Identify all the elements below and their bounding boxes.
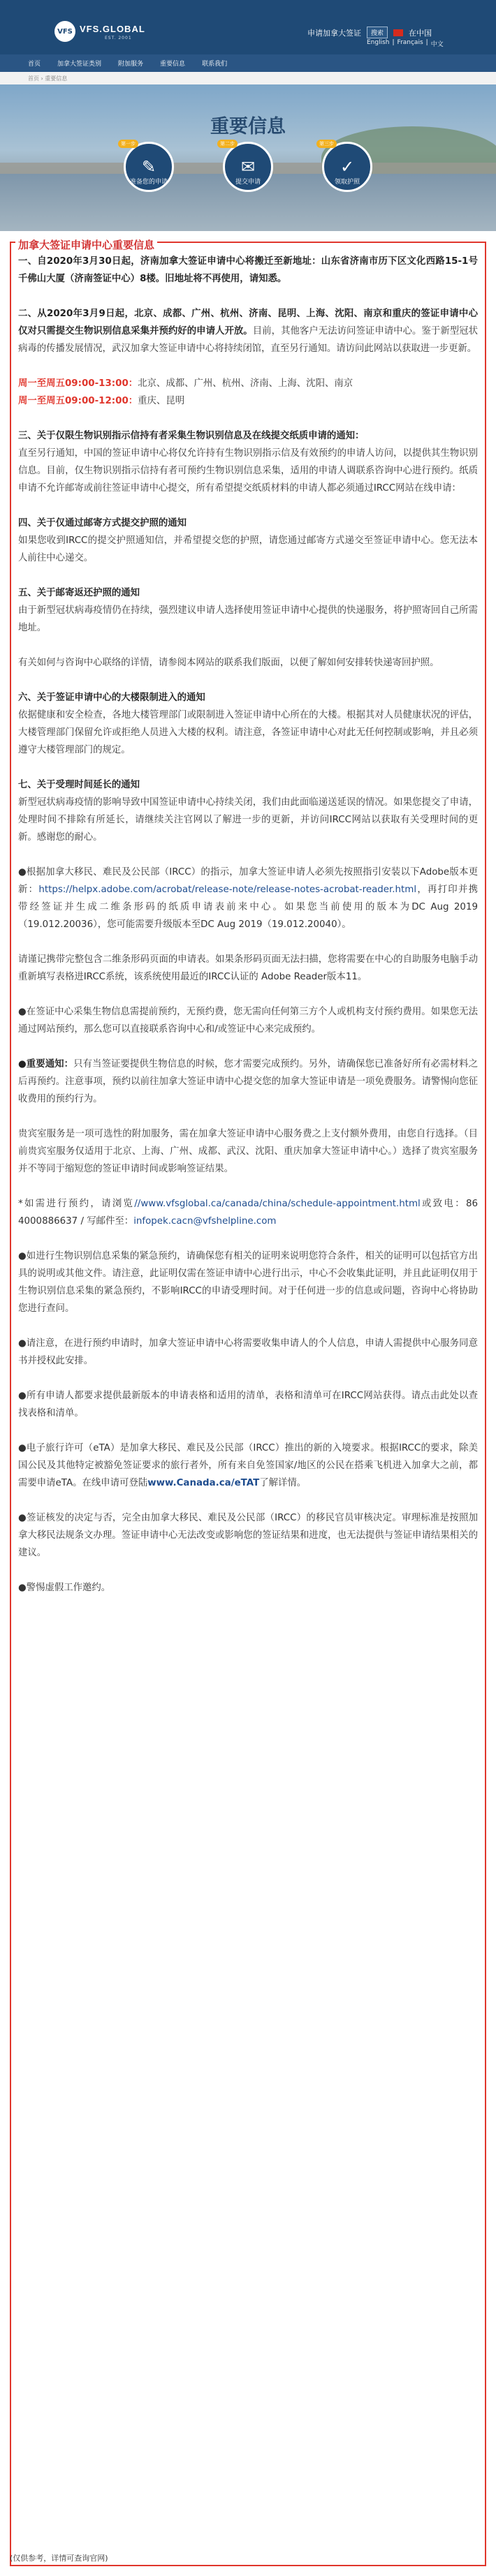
important-notice: ●重要通知：只有当签证要提供生物信息的时候，您才需要完成预约。另外，请确保您已准备好所有必需材料之后再预约。注意事项，预约以前往加拿大签证申请中心提交您的加拿大签证申请是一项免费服务。请警惕向您征收费用的预约行为。 (18, 1059, 479, 1104)
notice-4-body: 如果您收到IRCC的提交护照通知信，并希望提交您的护照，请您通过邮寄方式递交至签证申请中心。您无法本人前往中心递交。 (18, 535, 478, 563)
notice-6-body: 依据健康和安全检查，各地大楼管理部门或限制进入签证申请中心所在的大楼。根据其对人员健康状况的评估，大楼管理部门保留允许或拒绝人员进入大楼的权利。请注意，各签证申请中心对此无任何控制或影响，并且必须遵守大楼管理部门的规定。 (18, 710, 478, 755)
appointment-fee-notice: ●在签证中心采集生物信息需提前预约，无预约费，您无需向任何第三方个人或机构支付预约费用。如果您无法通过网站预约，那么您可以直接联系咨询中心和/或签证中心来完成预约。 (18, 1007, 478, 1035)
passport-icon: ✓ (322, 142, 372, 192)
site-header (0, 0, 496, 54)
notice-panel (10, 239, 486, 2566)
submit-icon: ✉ (223, 142, 273, 192)
schedule-link[interactable]: //www.vfsglobal.ca/canada/china/schedule-appointment.html (134, 1199, 421, 1209)
notice-5-body2: 有关如何与咨询中心联络的详情，请参阅本网站的联系我们版面，以便了解如何安排转快递寄回护照。 (18, 658, 439, 668)
nav-contact[interactable]: 联系我们 (202, 61, 228, 68)
hours-1: 周一至周五09:00-13:00：北京、成都、广州、杭州、济南、上海、沈阳、南京 (18, 378, 353, 389)
step-badge: 第二步 (217, 140, 238, 148)
step-collect[interactable] (314, 142, 380, 186)
step-badge: 第三步 (316, 140, 337, 148)
notice-6-title: 六、关于签证申请中心的大楼限制进入的通知 (18, 693, 205, 703)
language-switcher: English | Français | 中文 (367, 39, 444, 48)
forms-notice: ●所有申请人都要求提供最新版本的申请表格和适用的清单，表格和清单可在IRCC网站获得。请点击此处以查找表格和清单。 (18, 1391, 478, 1419)
step-prepare[interactable] (116, 142, 182, 186)
apply-visa-link[interactable]: 申请加拿大签证 (307, 28, 361, 38)
document-icon: ✎ (124, 142, 174, 192)
nav-services[interactable]: 附加服务 (118, 61, 144, 68)
adobe-link[interactable]: https://helpx.adobe.com/acrobat/release-note/release-notes-acrobat-reader.html (38, 884, 417, 895)
notice-5-title: 五、关于邮寄返还护照的通知 (18, 588, 140, 598)
brand-sub: EST. 2001 (105, 36, 132, 40)
notice-7-title: 七、关于受理时间延长的通知 (18, 780, 140, 790)
notice-7-body: 新型冠状病毒疫情的影响导致中国签证申请中心持续关闭，我们由此面临递送延误的情况。如果您提交了申请，处理时间不排除有所延长，请继续关注官网以了解进一步的更新，并访问IRCC网站以获取有关受理时间的更新。感谢您的耐心。 (18, 797, 478, 843)
top-links (307, 27, 432, 38)
hours-2: 周一至周五09:00-12:00：重庆、昆明 (18, 396, 185, 406)
lang-french[interactable]: Français (397, 39, 423, 46)
main-nav (0, 54, 496, 72)
vip-notice: 贵宾室服务是一项可选性的附加服务，需在加拿大签证申请中心服务费之上支付额外费用，由您自行选择。（目前贵宾室服务仅适用于北京、上海、广州、成都、武汉、沈阳、重庆加拿大签证申请中心。）选择了贵宾室服务并不等同于缩短您的签证申请时间或影响签证结果。 (18, 1129, 478, 1174)
notice-4-title: 四、关于仅通过邮寄方式提交护照的通知 (18, 518, 187, 528)
appointment-contact: *如需进行预约，请浏览//www.vfsglobal.ca/canada/china/schedule-appointment.html或致电：86 4000886637 / 写邮件至：infopek.cacn@vfshelpline.com (18, 1199, 478, 1227)
step-label: 准备您的申请 (129, 179, 168, 186)
reference-note: (仅供参考，详情可查询官网) (10, 2554, 108, 2563)
step-icons (0, 142, 496, 186)
hero-banner (0, 84, 496, 231)
nav-important-info[interactable]: 重要信息 (160, 61, 186, 68)
search-button[interactable]: 搜索 (367, 27, 388, 38)
notice-3-body: 直至另行通知，中国的签证申请中心将仅允许持有生物识别指示信及有效预约的申请人访问，以提供其生物识别信息。目前，仅生物识别指示信持有者可预约生物识别信息采集，适用的申请人调联系咨询中心进行预约。纸质申请不允许邮寄或前往签证申请中心提交，所有希望提交纸质材料的申请人都必须通过IRCC网站在线申请： (18, 448, 478, 494)
notice-5-body: 由于新型冠状病毒疫情仍在持续，强烈建议申请人选择使用签证申请中心提供的快递服务，将护照寄回自己所需地址。 (18, 605, 478, 633)
decision-notice: ●签证核发的决定与否，完全由加拿大移民、难民及公民部（IRCC）的移民官员审核决定。审理标准是按照加拿大移民法规条文办理。签证申请中心无法改变或影响您的签证结果和进度，也无法提供与签证申请结果相关的建议。 (18, 1513, 478, 1558)
email-link[interactable]: infopek.cacn@vfshelpline.com (133, 1216, 277, 1227)
urgent-appointment-notice: ●如进行生物识别信息采集的紧急预约，请确保您有相关的证明来说明您符合条件，相关的证明可以包括官方出具的说明或其他文件。请注意，此证明仅需在签证申请中心进行出示，中心不会收集此证明，并且此证明仅用于生物识别信息采集的紧急预约，不影响IRCC的申请受理时间。对于任何进一步的信息或问题，咨询中心将协助您进行查问。 (18, 1251, 478, 1314)
notice-3-title: 三、关于仅限生物识别指示信持有者采集生物识别信息及在线提交纸质申请的通知： (18, 431, 365, 441)
nav-visa-types[interactable]: 加拿大签证类别 (57, 61, 102, 68)
country-selector[interactable]: 在中国 (409, 28, 432, 38)
page-title: 重要信息 (210, 116, 286, 137)
brand-name: VFS.GLOBAL (80, 24, 145, 34)
notice-content (18, 243, 478, 1597)
breadcrumb: 首页 › 重要信息 (0, 72, 496, 84)
eta-link[interactable]: www.Canada.ca/eTAT (147, 1478, 260, 1488)
eta-notice: ●电子旅行许可（eTA）是加拿大移民、难民及公民部（IRCC）推出的新的入境要求。根据IRCC的要求，除美国公民及其他特定被豁免签证要求的旅行者外，所有来自免签国家/地区的公民在搭乘飞机进入加拿大之前，都需要申请eTA。在线申请可登陆www.Canada.ca/eTAT了解详情。 (18, 1443, 478, 1488)
personal-info-notice: ●请注意，在进行预约申请时，加拿大签证申请中心将需要收集申请人的个人信息，申请人需提供中心服务同意书并授权此安排。 (18, 1338, 478, 1366)
step-label: 提交申请 (235, 179, 261, 186)
barcode-notice: 请谨记携带完整包含二维条形码页面的申请表。如果条形码页面无法扫描，您将需要在中心的自助服务电脑手动重新填写表格进IRCC系统，该系统使用最近的IRCC认证的 Adobe Reader版本11。 (18, 954, 478, 982)
adobe-notice: ●根据加拿大移民、难民及公民部（IRCC）的指示，加拿大签证申请人必须先按照指引安装以下Adobe版本更新：https://helpx.adobe.com/acrobat/release-note/release-notes-acrobat-reader.html，再打印并携带经签证并生成二维条形码的纸质申请表前来中心。如果您当前使用的版本为DC Aug 2019（19.012.20036），您可能需要升级版本至DC Aug 2019（19.012.20040）。 (18, 867, 479, 930)
nav-home[interactable]: 首页 (28, 61, 41, 68)
vfs-logo[interactable]: VFS (54, 21, 75, 42)
fraud-notice: ●警惕虚假工作邀约。 (18, 1583, 111, 1593)
step-label: 领取护照 (334, 179, 360, 186)
notice-2: 二、从2020年3月9日起，北京、成都、广州、杭州、济南、昆明、上海、沈阳、南京和重庆的签证申请中心仅对只需提交生物识别信息采集并预约好的申请人开放。目前，其他客户无法访问签证申请中心。鉴于新型冠状病毒的传播发展情况，武汉加拿大签证申请中心将持续闭馆，直至另行通知。请访问此网站以获取进一步更新。 (18, 309, 478, 354)
step-badge: 第一步 (118, 140, 138, 148)
china-flag-icon (393, 29, 403, 36)
notice-1: 一、自2020年3月30日起，济南加拿大签证申请中心将搬迁至新地址：山东省济南市历下区文化西路15-1号千佛山大厦（济南签证中心）8楼。旧地址将不再使用，请知悉。 (18, 256, 478, 284)
lang-english[interactable]: English (367, 39, 390, 46)
panel-title: 加拿大签证申请中心重要信息 (15, 237, 157, 252)
lang-chinese[interactable]: 中文 (430, 41, 444, 48)
step-submit[interactable] (215, 142, 281, 186)
